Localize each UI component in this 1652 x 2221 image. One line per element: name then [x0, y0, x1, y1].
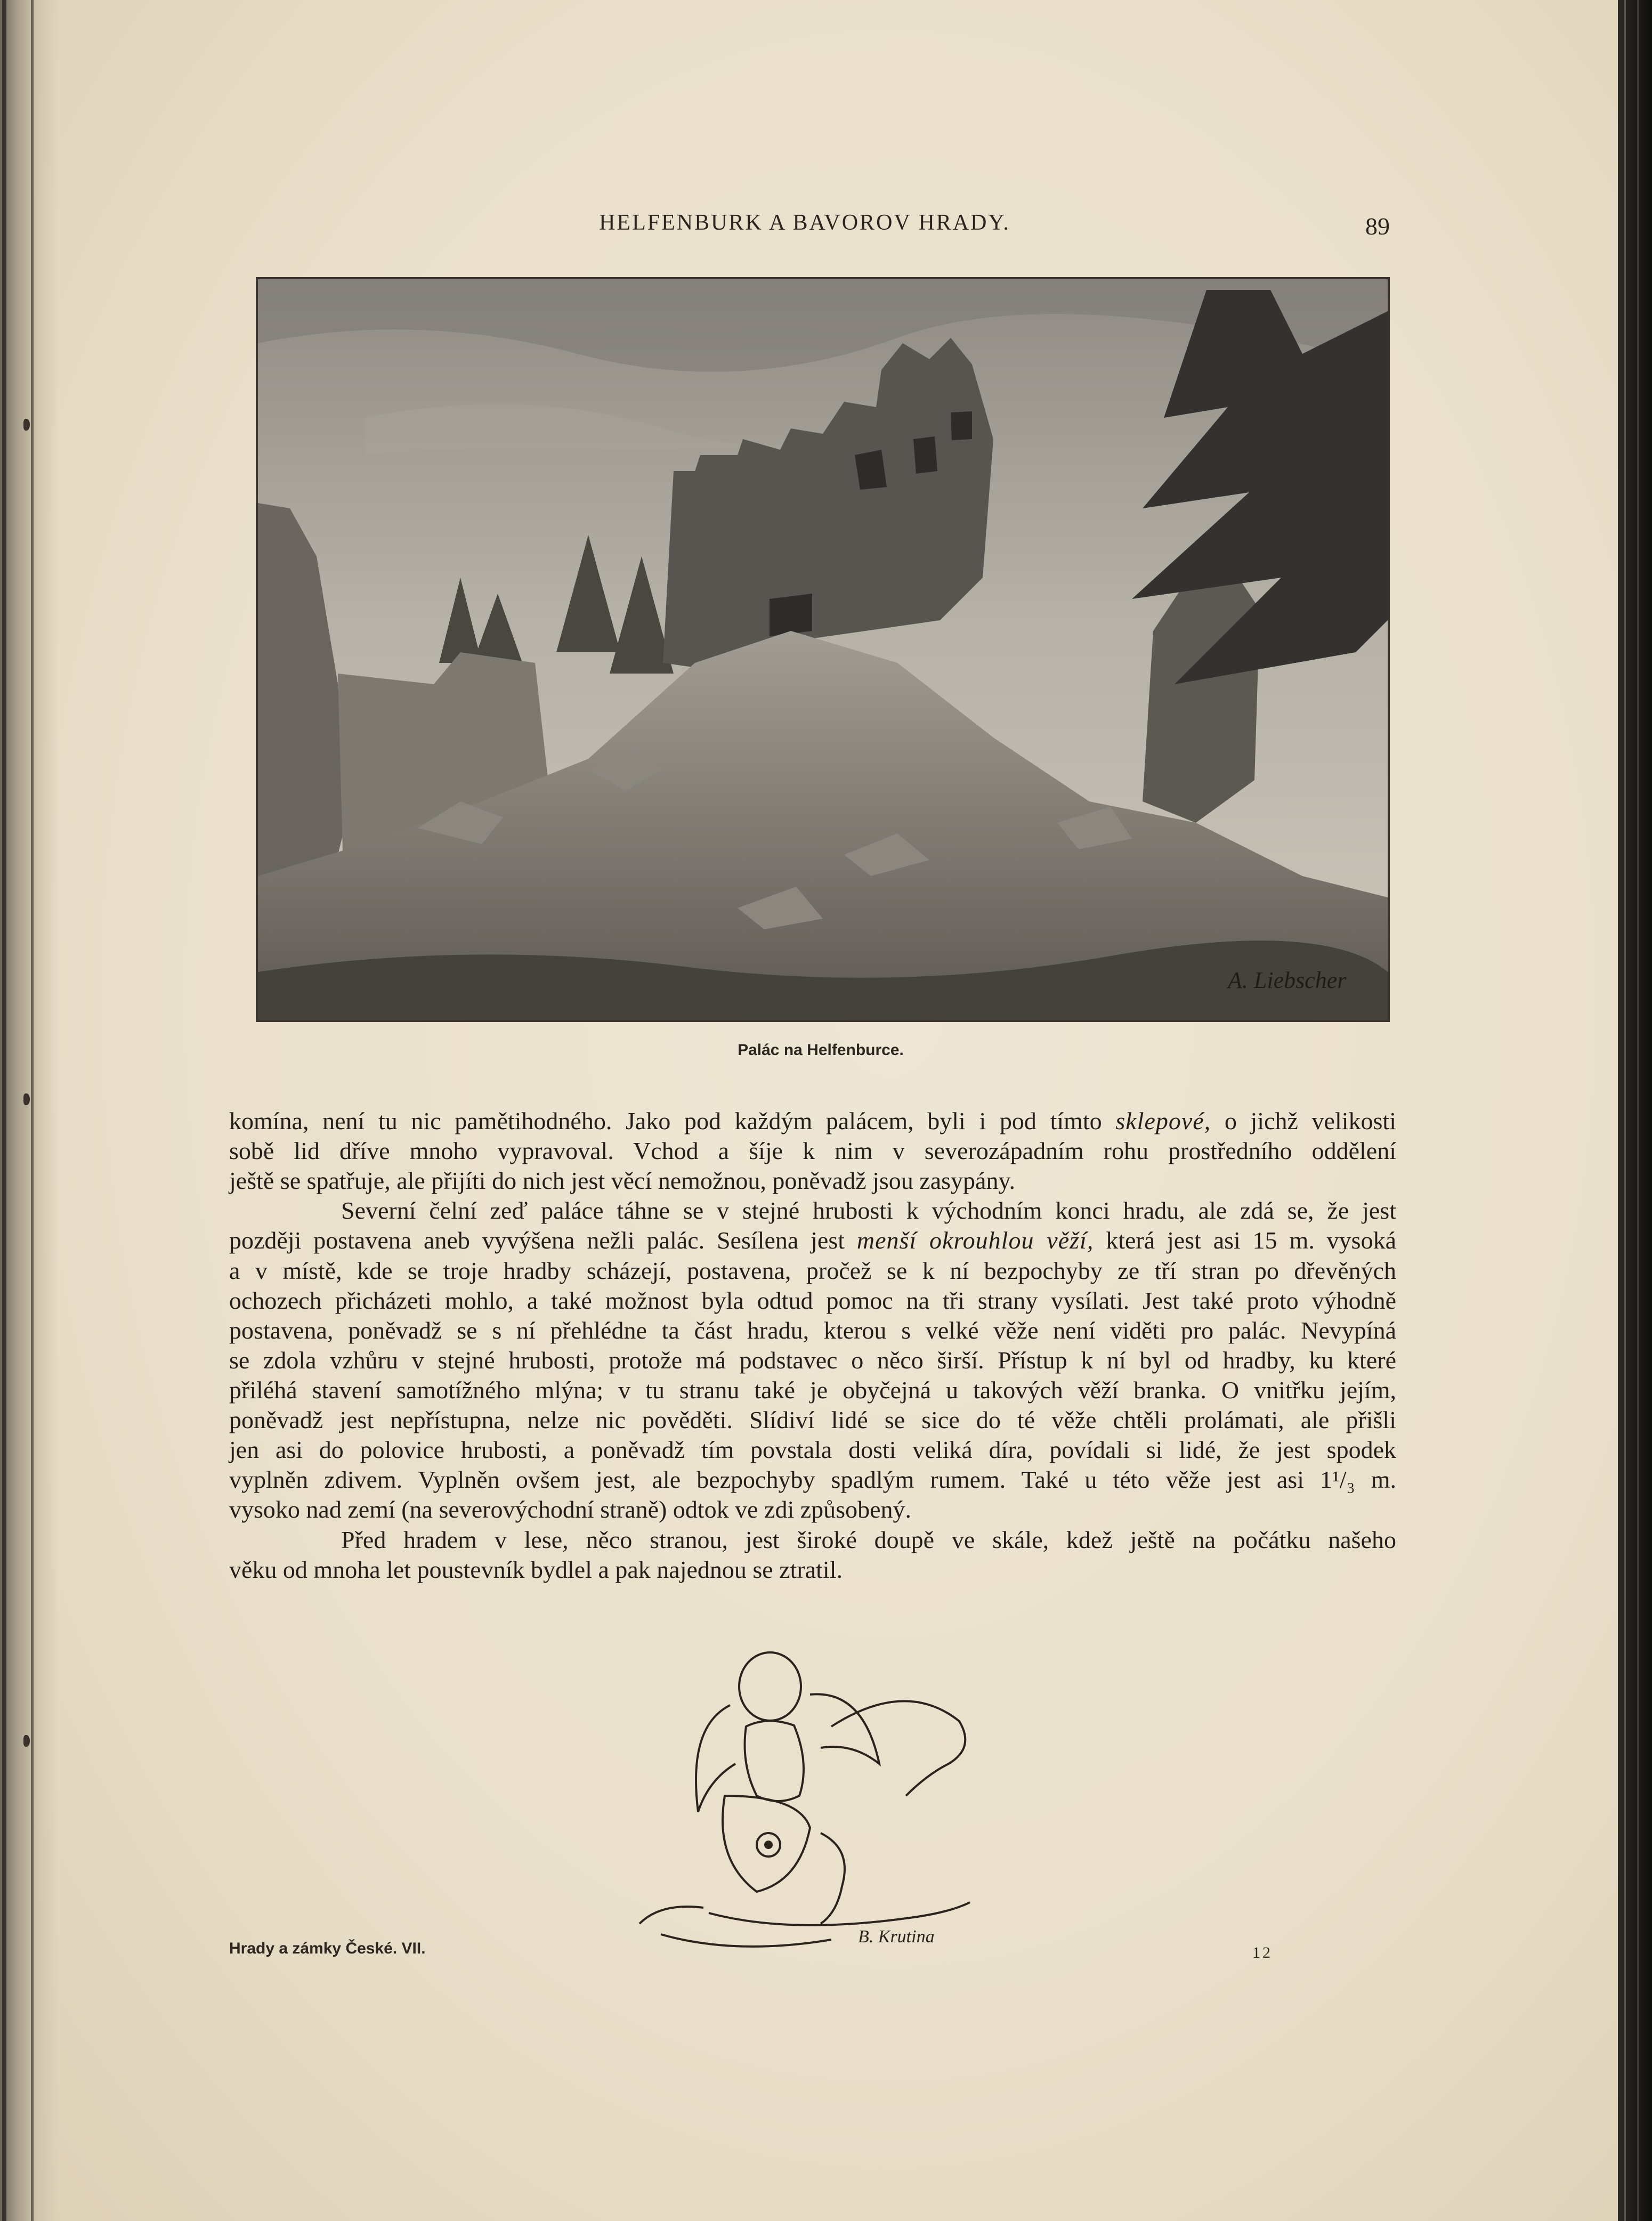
- text-line: ještě se spatřuje, ale přijíti do nich jest věcí nemožnou, poněvadž jsou zasypány.: [229, 1167, 1015, 1195]
- text-line: vysoko nad zemí (na severovýchodní straně) odtok ve zdi způsobený.: [229, 1496, 911, 1523]
- printer-signature-mark: 12: [1252, 1944, 1273, 1961]
- text-line: věku od mnoha let poustevník bydlel a pak najednou se ztratil.: [229, 1555, 843, 1583]
- text-line: poněvadž jest nepřístupna, nelze nic pověděti. Slídiví lidé se sice do té věže chtěli prolámati, ale přišli: [229, 1406, 1396, 1434]
- body-text: [229, 1106, 1396, 1585]
- running-head-title: HELFENBURK A BAVOROV HRADY.: [599, 210, 1010, 235]
- text-line: ochozech přicházeti mohlo, a také možnost byla odtud pomoc na tři strany vysílati. Jest také proto výhodně: [229, 1286, 1396, 1314]
- text-line: postavena, poněvadž se s ní přehlédne ta část hradu, kterou s velké věže není viděti pro palác. Nevypíná: [229, 1316, 1396, 1344]
- series-title: Hrady a zámky České. VII.: [229, 1940, 426, 1957]
- text-line: [229, 1226, 1396, 1255]
- text-segment: o jichž velikosti: [1211, 1107, 1396, 1134]
- page-edge: [1618, 0, 1652, 2221]
- text-line: se zdola vzhůru v stejné hrubosti, protože má podstavec o něco širší. Přístup k ní byl od hradby, ku které: [229, 1346, 1396, 1374]
- artist-signature: A. Liebscher: [1228, 967, 1347, 993]
- gutter-fold-line: [31, 0, 34, 2221]
- italic-term: sklepové,: [1115, 1107, 1211, 1134]
- text-line: jen asi do polovice hrubosti, a poněvadž tím povstala dosti veliká díra, povídali si lidé, že jest spodek: [229, 1436, 1396, 1464]
- margin-mark: [23, 1735, 30, 1747]
- cherub-with-shield-icon: [629, 1636, 1013, 1956]
- page-number: 89: [1365, 213, 1390, 240]
- vignette-signature: B. Krutina: [858, 1927, 935, 1947]
- castle-ruins-illustration: [258, 279, 1388, 1020]
- text-line: přiléhá stavení samotížného mlýna; v tu stranu také je obyčejná u takových věží branka. O vnitřku jejím,: [229, 1376, 1396, 1404]
- text-line: Před hradem v lese, něco stranou, jest široké doupě ve skále, kdež ještě na počátku našeho: [341, 1526, 1396, 1553]
- text-segment: komína, není tu nic pamětihodného. Jako pod každým palácem, byli i pod tímto: [229, 1107, 1116, 1134]
- illustration-plate: [256, 277, 1390, 1022]
- illustration-caption: Palác na Helfenburce.: [738, 1041, 904, 1059]
- text-segment: později postavena aneb vyvýšena nežli palác. Sesílena jest: [229, 1227, 857, 1254]
- text-line: vyplněn zdivem. Vyplněn ovšem jest, ale bezpochyby spadlým rumem. Také u této věže jest asi 1¹/₃ m.: [229, 1466, 1396, 1494]
- margin-mark: [23, 419, 30, 431]
- italic-term: menší okrouhlou věží,: [856, 1227, 1094, 1254]
- binding-gutter: [0, 0, 59, 2221]
- text-line: [229, 1106, 1396, 1136]
- text-line: Severní čelní zeď paláce táhne se v stejné hrubosti k východním konci hradu, ale zdá se, že jest: [341, 1197, 1396, 1225]
- text-line: a v místě, kde se troje hradby scházejí, postavena, pročež se k ní bezpochyby ze tří stran po dřevěných: [229, 1257, 1396, 1284]
- cherub-vignette: [629, 1636, 1013, 1956]
- margin-mark: [23, 1093, 30, 1105]
- text-line: sobě lid dříve mnoho vypravoval. Vchod a šíje k nim v severozápadním rohu prostředního oddělení: [229, 1137, 1396, 1165]
- text-segment: která jest asi 15 m. vysoká: [1094, 1227, 1396, 1254]
- gutter-edge-line: [2, 0, 6, 2221]
